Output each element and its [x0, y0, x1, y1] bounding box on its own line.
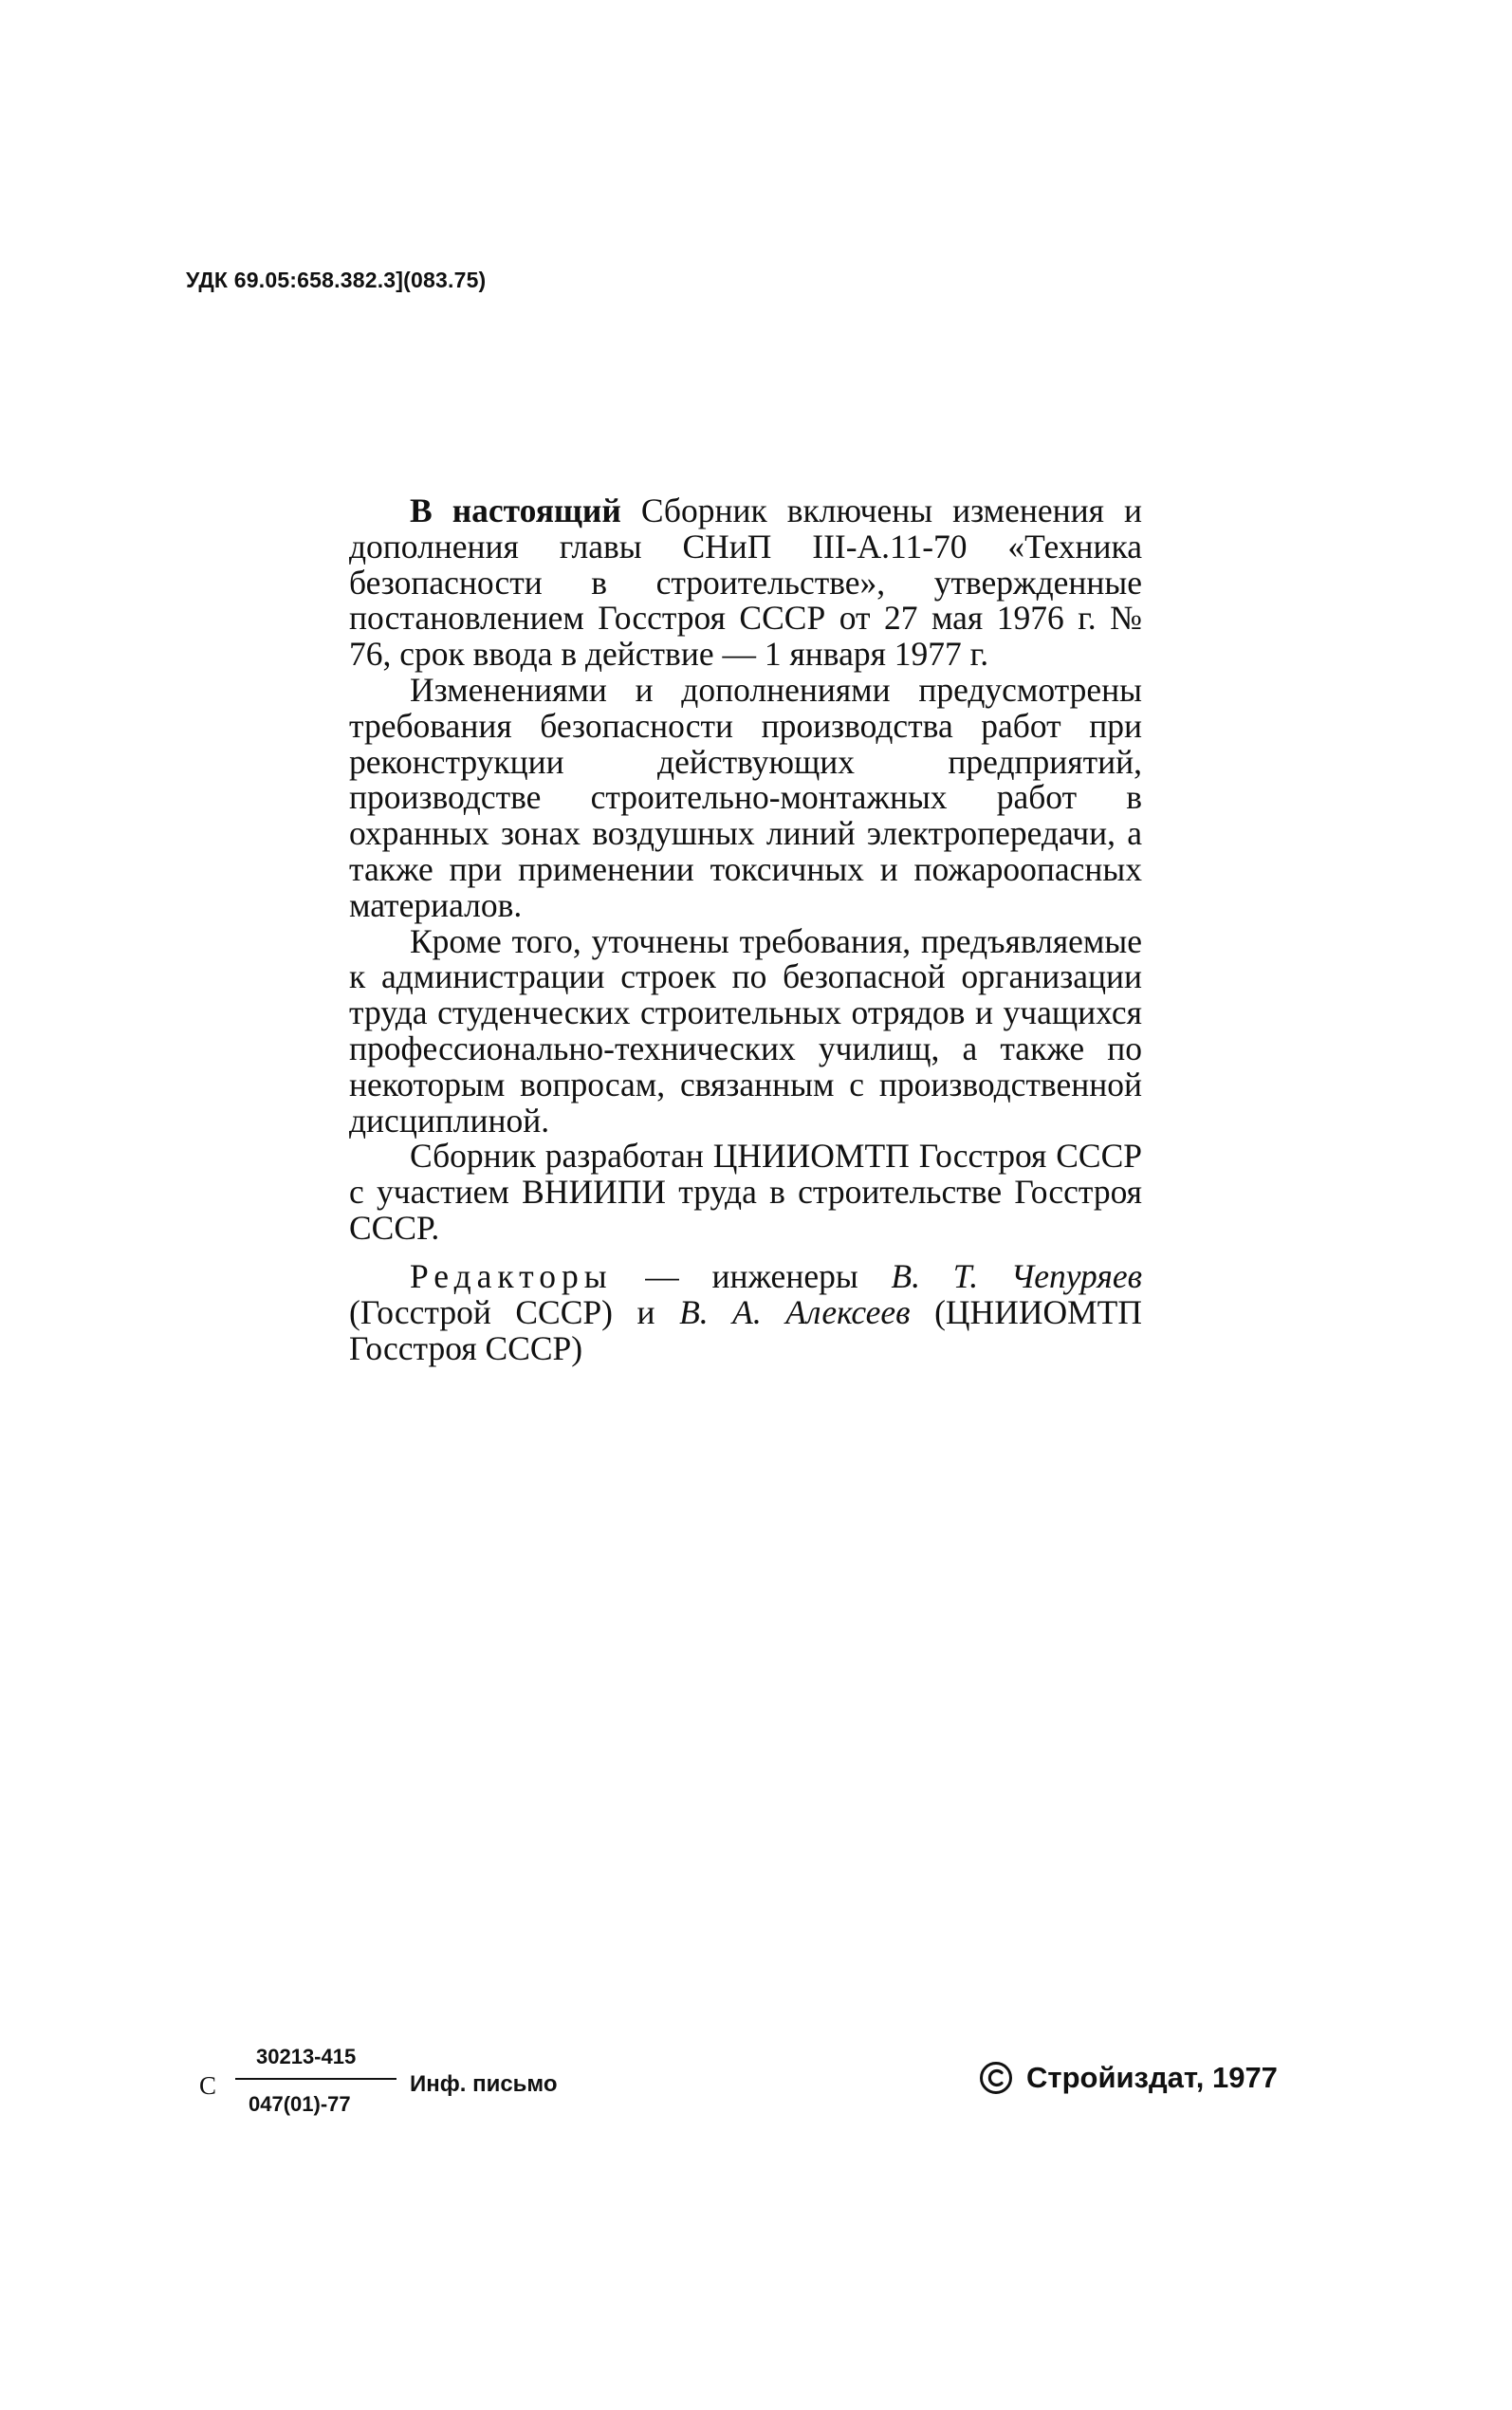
editors-label: Редакторы [410, 1257, 613, 1295]
paragraph-1 [349, 493, 1142, 673]
paragraph-2: Изменениями и дополнениями предусмотрены требования безопасности производства работ при реконструкции действующих предприятий, производстве строительно-монтажных работ в охранных зонах воздушных линий электропередачи, а также при применении токсичных и пожароопасных материалов. [349, 670, 1142, 924]
paragraph-4: Сборник разработан ЦНИИОМТП Госстроя СССР с участием ВНИИПИ труда в строительстве Госстроя СССР. [349, 1137, 1142, 1247]
editor-1-name: В. Т. Чепуряев [891, 1257, 1142, 1295]
paragraph-1-body: Сборник включены изменения и дополнения главы СНиП III-А.11-70 «Техника безопасности в строительстве», утвержденные постановлением Госстроя СССР от 27 мая 1976 г. № 76, срок ввода в действие — 1 января 1977 г. [349, 491, 1142, 674]
editor-2-org: (ЦНИИОМТП Госстроя СССР) [349, 1292, 1142, 1367]
copyright-icon [979, 2061, 1013, 2095]
imprint-fraction-line [235, 2078, 396, 2080]
editors-paragraph [349, 1259, 1142, 1366]
imprint-letter: С [199, 2071, 217, 2100]
imprint-numerator: 30213-415 [256, 2045, 357, 2068]
paragraph-3: Кроме того, уточнены требования, предъявляемые к администрации строек по безопасной организации труда студенческих строительных отрядов и учащихся профессионально-технических училищ, а также по некоторым вопросам, связанным с производственной дисциплиной. [349, 921, 1142, 1140]
imprint-denominator: 047(01)-77 [249, 2092, 351, 2116]
copyright-line [979, 2061, 1278, 2095]
imprint-code [199, 2045, 598, 2130]
editor-2-name: В. А. Алексеев [679, 1292, 911, 1331]
editors-role: — инженеры [612, 1257, 892, 1295]
udk-code: УДК 69.05:658.382.3](083.75) [186, 268, 487, 292]
paragraph-1-lead: В настоящий [410, 491, 621, 529]
editor-1-org: (Госстрой СССР) и [349, 1292, 680, 1331]
editors-block [349, 1259, 1142, 1366]
imprint-note: Инф. письмо [410, 2071, 558, 2097]
annotation-text [349, 493, 1142, 1247]
copyright-publisher: Стройиздат, 1977 [1026, 2061, 1278, 2094]
